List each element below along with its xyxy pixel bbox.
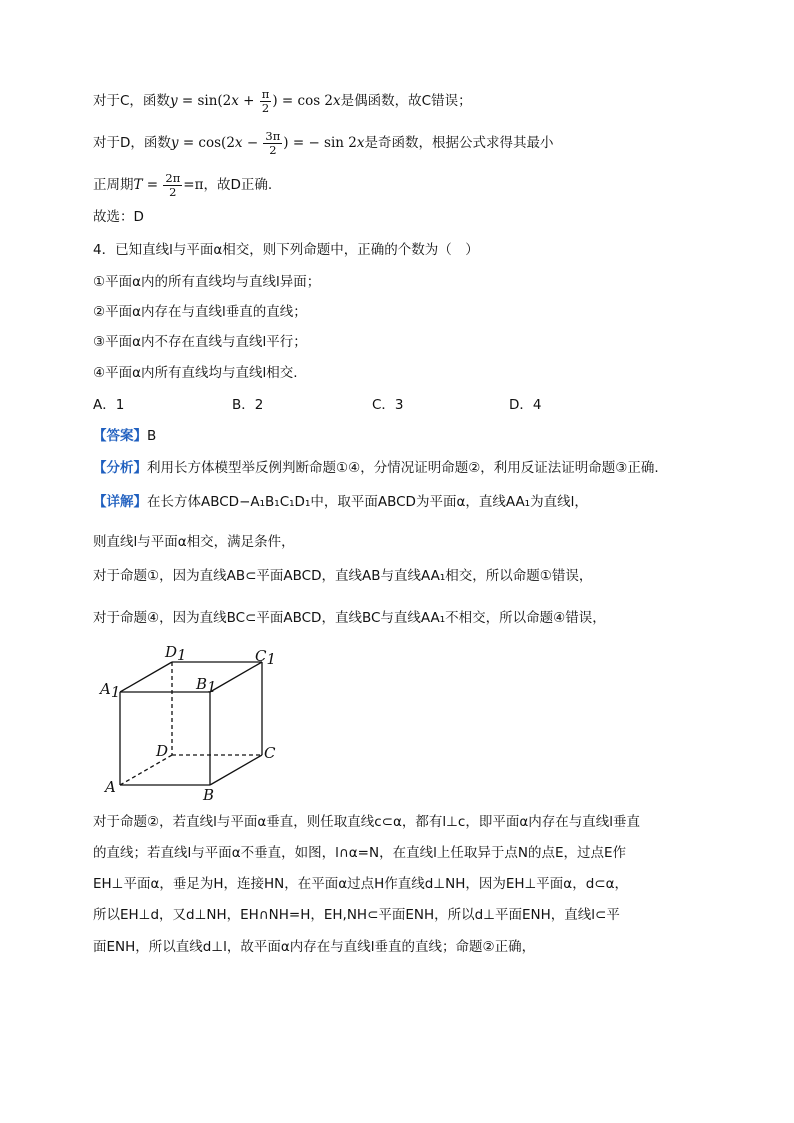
analysis-tag: 【分析】	[93, 460, 147, 476]
proof-line-4: 所以EH⊥d，又d⊥NH，EH∩NH=H，EH,NH⊂平面ENH，所以d⊥平面ENH，直线l⊂平	[93, 907, 620, 923]
label-d: D	[156, 742, 169, 760]
text-fragment: 对于D，函数	[93, 135, 171, 151]
question-4: 4．已知直线l与平面α相交，则下列命题中，正确的个数为（ ）	[93, 242, 479, 258]
statement-4: ④平面α内所有直线均与直线l相交.	[93, 365, 298, 381]
text-fragment: 是奇函数，根据公式求得其最小	[364, 135, 554, 151]
label-c1: C1	[255, 647, 277, 668]
option-c: C．3	[372, 397, 404, 413]
text-fragment: 对于C，函数	[93, 93, 170, 109]
answer-line	[93, 426, 156, 446]
answer-value: B	[147, 428, 157, 444]
label-a: A	[105, 778, 116, 796]
detail-line-2: 则直线l与平面α相交，满足条件，	[93, 534, 295, 550]
text-line-option-c	[93, 88, 472, 115]
label-a1: A1	[100, 680, 121, 701]
option-b: B．2	[232, 397, 264, 413]
label-b1: B1	[196, 675, 217, 696]
text-line-option-d	[93, 130, 554, 157]
label-c: C	[264, 744, 276, 762]
detail-tag: 【详解】	[93, 494, 147, 510]
answer-tag: 【答案】	[93, 428, 147, 444]
options-row	[93, 395, 653, 415]
detail-line-4: 对于命题④，因为直线BC⊂平面ABCD，直线BC与直线AA₁不相交，所以命题④错误，	[93, 610, 606, 626]
text-line-period	[93, 172, 272, 199]
detail-text: 在长方体ABCD−A₁B₁C₁D₁中，取平面ABCD为平面α，直线AA₁为直线l，	[147, 494, 588, 510]
cube-figure	[95, 640, 295, 810]
label-b: B	[203, 786, 215, 804]
text-fragment: 是偶函数，故C错误；	[340, 93, 472, 109]
proof-line-3: EH⊥平面α，垂足为H，连接HN，在平面α过点H作直线d⊥NH，因为EH⊥平面α，d⊂α，	[93, 876, 628, 892]
formula-2: y = cos(2x − $\frac{3\pi}{2}$ ) = − sin 2x	[170, 129, 365, 157]
option-d: D．4	[509, 397, 542, 413]
text-fragment: 正周期	[93, 177, 134, 193]
proof-line-1: 对于命题②，若直线l与平面α垂直，则任取直线c⊂α，都有l⊥c，即平面α内存在与直线l垂直	[93, 814, 640, 830]
proof-line-5: 面ENH，所以直线d⊥l，故平面α内存在与直线l垂直的直线；命题②正确，	[93, 939, 536, 955]
option-a: A．1	[93, 397, 125, 413]
text-line-choice: 故选：D	[93, 209, 144, 225]
formula-3: T = $\frac{2\pi}{2}$ =π	[133, 171, 204, 199]
proof-line-2: 的直线；若直线l与平面α不垂直，如图，l∩α=N，在直线l上任取异于点N的点E，过点E作	[93, 845, 626, 861]
edge-bc	[210, 755, 262, 785]
statement-1: ①平面α内的所有直线均与直线l异面；	[93, 274, 321, 290]
detail-line	[93, 492, 588, 512]
statement-2: ②平面α内存在与直线l垂直的直线；	[93, 304, 307, 320]
statement-3: ③平面α内不存在直线与直线l平行；	[93, 334, 307, 350]
edge-b1c1	[210, 662, 262, 692]
analysis-text: 利用长方体模型举反例判断命题①④，分情况证明命题②，利用反证法证明命题③正确.	[147, 460, 659, 476]
text-fragment: ，故D正确.	[203, 177, 273, 193]
label-d1: D1	[165, 643, 187, 664]
analysis-line	[93, 458, 659, 478]
formula-1: y = sin(2x + $\frac{\pi}{2}$ ) = cos 2x	[169, 87, 341, 115]
detail-line-3: 对于命题①，因为直线AB⊂平面ABCD，直线AB与直线AA₁相交，所以命题①错误，	[93, 568, 593, 584]
edge-a1d1	[120, 662, 172, 692]
